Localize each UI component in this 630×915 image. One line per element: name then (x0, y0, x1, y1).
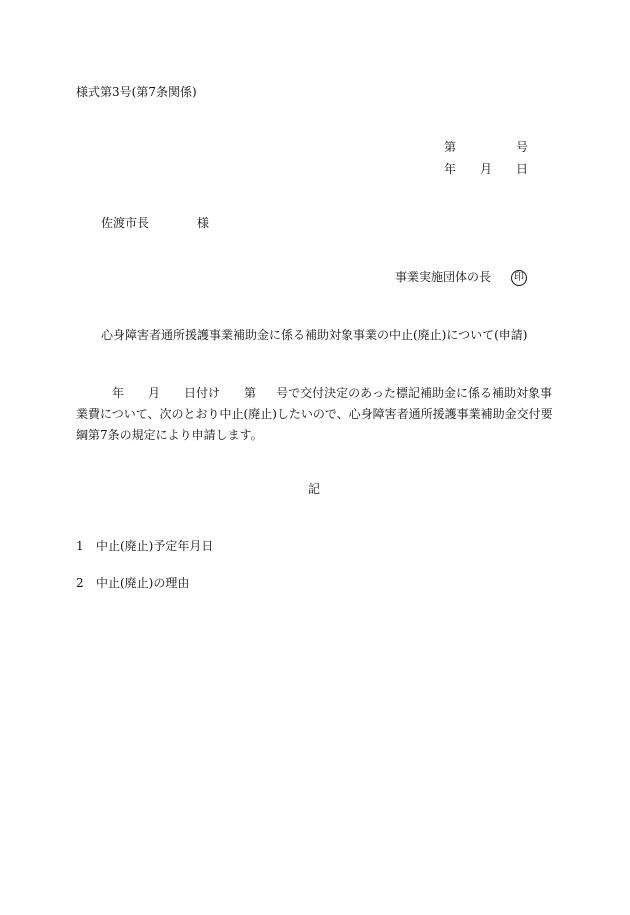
date-year: 年 (444, 162, 457, 176)
item-number: 2 (76, 576, 84, 590)
item-label: 中止(廃止)予定年月日 (96, 539, 214, 553)
ki-heading: 記 (308, 482, 321, 496)
document-number-dai: 第 (444, 140, 457, 154)
body-paragraph (76, 383, 556, 446)
recipient-line (101, 214, 209, 233)
date-month: 月 (480, 162, 493, 176)
recipient-title: 佐渡市長 (101, 216, 150, 230)
date-day: 日 (516, 162, 529, 176)
date-line (444, 160, 534, 182)
body-rest: 業費について、次のとおり中止(廃止)したいので、心身障害者通所援護事業補助金交付要綱第7条の規定により申請します。 (76, 407, 553, 442)
list-item (76, 574, 189, 593)
body-day-dated: 日付け (184, 386, 221, 400)
sender-label: 事業実施団体の長 (395, 270, 492, 284)
document-number-and-date (444, 138, 534, 182)
body-month: 月 (148, 386, 161, 400)
list-item (76, 537, 213, 556)
document-number-line (444, 138, 534, 160)
form-number: 様式第3号(第7条関係) (76, 85, 197, 99)
body-year: 年 (112, 386, 125, 400)
item-label: 中止(廃止)の理由 (96, 576, 190, 590)
seal-icon: 印 (511, 270, 527, 286)
document-subject: 心身障害者通所援護事業補助金に係る補助対象事業の中止(廃止)について(申請) (101, 328, 528, 342)
item-number: 1 (76, 539, 84, 553)
body-rest-line1: 号で交付決定のあった標記補助金に係る補助対象事 (276, 386, 552, 400)
recipient-honorific: 様 (197, 216, 210, 230)
sender-line (395, 268, 527, 287)
body-dai: 第 (244, 386, 257, 400)
document-number-go: 号 (516, 140, 529, 154)
